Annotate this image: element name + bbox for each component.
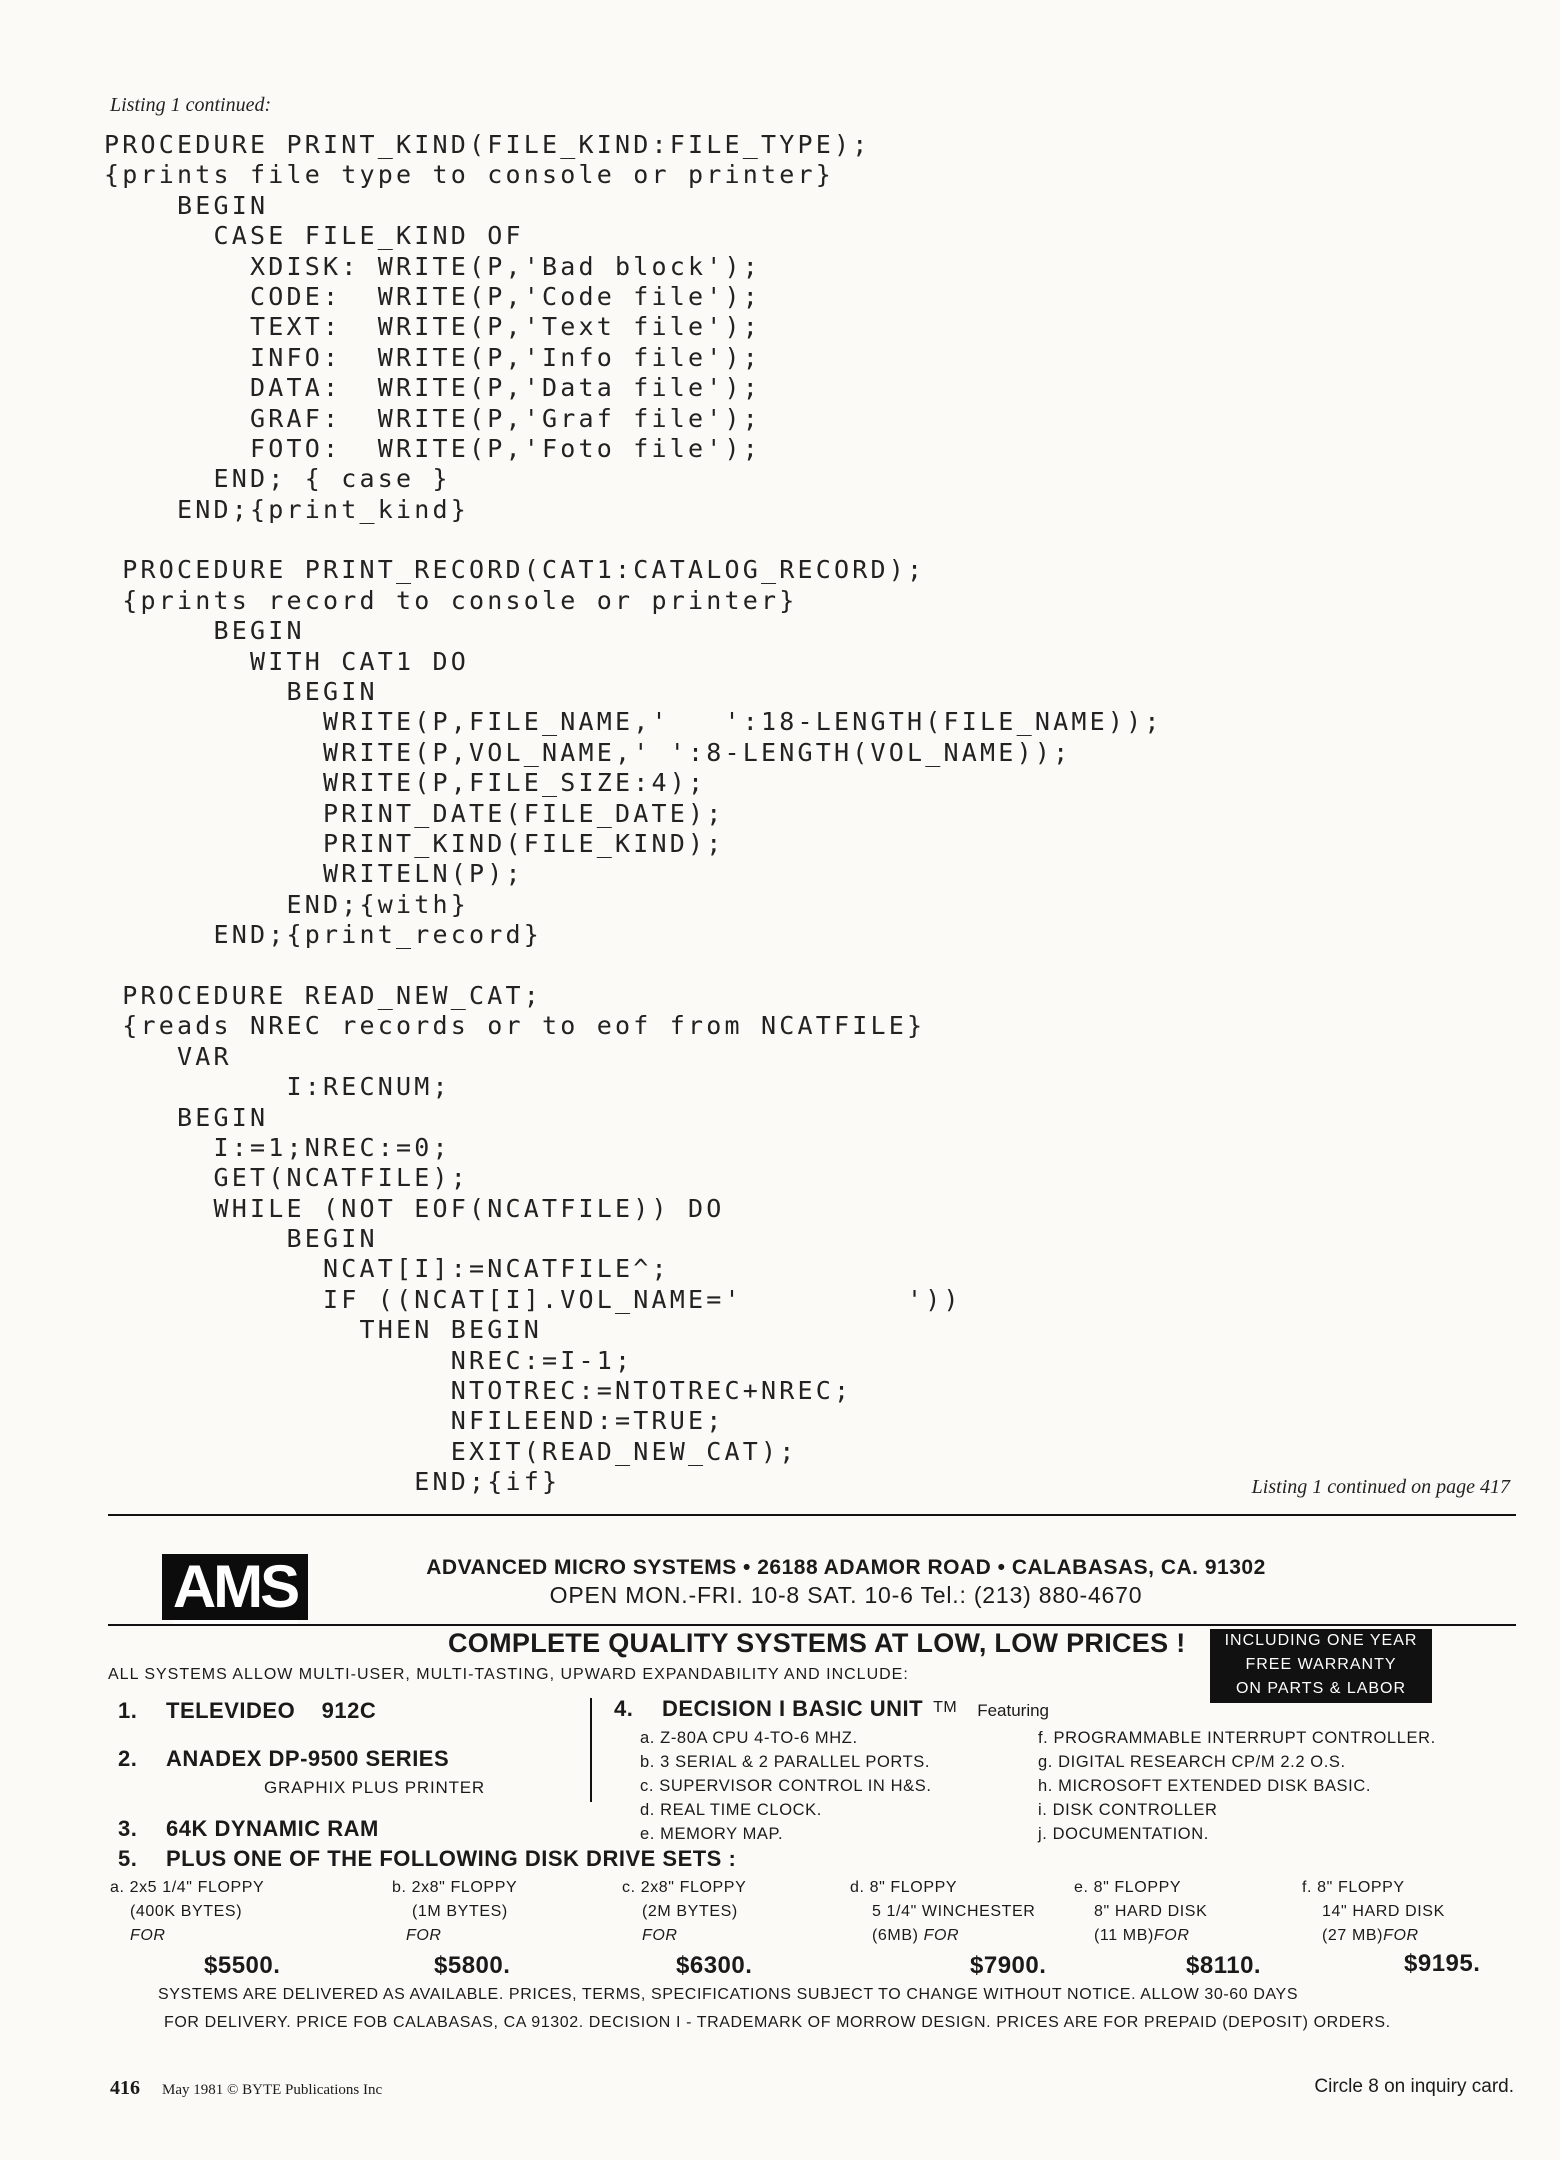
code-line: BEGIN [104, 1224, 378, 1254]
feature-item: b. 3 SERIAL & 2 PARALLEL PORTS. [640, 1753, 931, 1771]
drive-option-e: e. 8" FLOPPY 8" HARD DISK (11 MB)FOR [1074, 1879, 1208, 1944]
feature-item: c. SUPERVISOR CONTROL IN H&S. [640, 1777, 932, 1795]
code-line: GRAF: WRITE(P,'Graf file'); [104, 403, 762, 433]
code-line: PROCEDURE PRINT_KIND(FILE_KIND:FILE_TYPE); [104, 130, 871, 159]
feature-item: g. DIGITAL RESEARCH CP/M 2.2 O.S. [1038, 1753, 1346, 1771]
code-line: WRITE(P,FILE_NAME,' ':18-LENGTH(FILE_NAME)); [104, 707, 1163, 737]
feature-item: d. REAL TIME CLOCK. [640, 1801, 822, 1819]
code-line: NFILEEND:=TRUE; [104, 1406, 725, 1436]
code-line: INFO: WRITE(P,'Info file'); [104, 342, 762, 372]
code-line: CASE FILE_KIND OF [104, 221, 524, 251]
price-e: $8110. [1186, 1952, 1262, 1979]
ams-logo: AMS [162, 1554, 308, 1620]
code-line: PROCEDURE PRINT_RECORD(CAT1:CATALOG_RECORD); [104, 555, 926, 585]
code-line: PROCEDURE READ_NEW_CAT; [104, 980, 543, 1010]
code-line: EXIT(READ_NEW_CAT); [104, 1436, 798, 1466]
listing-continued-note: Listing 1 continued on page 417 [1251, 1476, 1510, 1498]
code-line: END;{if} [104, 1467, 561, 1497]
hours-line: OPEN MON.-FRI. 10-8 SAT. 10-6 Tel.: (213) 880-4670 [549, 1582, 1143, 1608]
code-line [104, 951, 1163, 981]
company-address [336, 1556, 1356, 1609]
feature-item: e. MEMORY MAP. [640, 1825, 784, 1843]
code-line: THEN BEGIN [104, 1315, 543, 1345]
code-line: GET(NCATFILE); [104, 1163, 470, 1193]
feature-item: a. Z-80A CPU 4-TO-6 MHZ. [640, 1729, 858, 1747]
code-line: WHILE (NOT EOF(NCATFILE)) DO [104, 1193, 725, 1223]
code-line: WITH CAT1 DO [104, 646, 470, 676]
code-line: PRINT_DATE(FILE_DATE); [104, 798, 725, 828]
advertisement [108, 1516, 1516, 2036]
feature-item: h. MICROSOFT EXTENDED DISK BASIC. [1038, 1777, 1372, 1795]
warranty-line: FREE WARRANTY [1245, 1656, 1397, 1673]
code-line: NREC:=I-1; [104, 1345, 634, 1375]
warranty-box [1210, 1629, 1432, 1703]
drive-option-c: c. 2x8" FLOPPY (2M BYTES) FOR [622, 1879, 747, 1944]
publication-credit: May 1981 © BYTE Publications Inc [162, 2082, 383, 2098]
features-left [640, 1726, 932, 1846]
drive-option-a: a. 2x5 1/4" FLOPPY (400K BYTES) FOR [110, 1879, 265, 1944]
code-line: BEGIN [104, 1102, 269, 1132]
code-line: WRITE(P,FILE_SIZE:4); [104, 768, 707, 798]
fine-print-2: FOR DELIVERY. PRICE FOB CALABASAS, CA 91302. DECISION I - TRADEMARK OF MORROW DESIGN. PRICES ARE FOR PREPAID (DEPOSIT) ORDERS. [164, 2014, 1391, 2031]
code-line: END;{print_record} [104, 920, 543, 950]
item-anadex-sub: GRAPHIX PLUS PRINTER [264, 1778, 485, 1797]
inquiry-note: Circle 8 on inquiry card. [1314, 2076, 1514, 2097]
code-line: BEGIN [104, 677, 378, 707]
price-c: $6300. [676, 1952, 753, 1979]
code-line: I:=1;NREC:=0; [104, 1132, 451, 1162]
drive-option-f: f. 8" FLOPPY 14" HARD DISK (27 MB)FOR [1302, 1879, 1445, 1944]
item-decision: 4. DECISION I BASIC UNIT TM Featuring [614, 1696, 1050, 1721]
fine-print-1: SYSTEMS ARE DELIVERED AS AVAILABLE. PRICES, TERMS, SPECIFICATIONS SUBJECT TO CHANGE WITHOUT NOTICE. ALLOW 30-60 DAYS [158, 1986, 1299, 2003]
code-line: END;{print_kind} [104, 494, 470, 524]
code-line: NTOTREC:=NTOTREC+NREC; [104, 1376, 853, 1406]
page-footer [110, 2077, 382, 2100]
warranty-line: INCLUDING ONE YEAR [1224, 1632, 1418, 1649]
code-line: {reads NREC records or to eof from NCATFILE} [104, 1011, 926, 1041]
feature-item: j. DOCUMENTATION. [1038, 1825, 1209, 1843]
code-line: {prints file type to console or printer} [104, 160, 835, 190]
column-divider [590, 1698, 592, 1802]
item-anadex: 2. ANADEX DP-9500 SERIES [118, 1746, 450, 1771]
company-line: ADVANCED MICRO SYSTEMS • 26188 ADAMOR ROAD • CALABASAS, CA. 91302 [426, 1556, 1266, 1579]
code-line: PRINT_KIND(FILE_KIND); [104, 828, 725, 858]
features-right [1038, 1726, 1436, 1846]
ad-intro: ALL SYSTEMS ALLOW MULTI-USER, MULTI-TASTING, UPWARD EXPANDABILITY AND INCLUDE: [108, 1666, 909, 1683]
drive-option-d: d. 8" FLOPPY 5 1/4" WINCHESTER (6MB) FOR [850, 1879, 1036, 1944]
code-line: NCAT[I]:=NCATFILE^; [104, 1254, 670, 1284]
drive-option-b: b. 2x8" FLOPPY (1M BYTES) FOR [392, 1879, 518, 1944]
code-line [104, 525, 1163, 555]
code-line: IF ((NCAT[I].VOL_NAME=' ')) [104, 1284, 962, 1314]
ad-headline: COMPLETE QUALITY SYSTEMS AT LOW, LOW PRICES ! [448, 1628, 1186, 1658]
price-d: $7900. [970, 1952, 1047, 1979]
code-line: VAR [104, 1041, 232, 1071]
warranty-line: ON PARTS & LABOR [1235, 1680, 1407, 1697]
price-a: $5500. [204, 1952, 281, 1979]
price-b: $5800. [434, 1952, 511, 1979]
code-line: TEXT: WRITE(P,'Text file'); [104, 312, 762, 342]
code-listing [104, 130, 1163, 1498]
code-line: BEGIN [104, 616, 305, 646]
item-televideo: 1. TELEVIDEO 912C [118, 1698, 377, 1723]
code-line: WRITE(P,VOL_NAME,' ':8-LENGTH(VOL_NAME)); [104, 737, 1072, 767]
feature-item: i. DISK CONTROLLER [1038, 1801, 1218, 1819]
page-number: 416 [110, 2077, 140, 2099]
item-ram: 3. 64K DYNAMIC RAM [118, 1816, 379, 1841]
code-line: FOTO: WRITE(P,'Foto file'); [104, 433, 762, 463]
code-line: END;{with} [104, 889, 470, 919]
listing-caption-top: Listing 1 continued: [110, 94, 272, 116]
feature-item: f. PROGRAMMABLE INTERRUPT CONTROLLER. [1038, 1729, 1436, 1747]
divider-rule [108, 1624, 1516, 1626]
code-line: XDISK: WRITE(P,'Bad block'); [104, 251, 762, 281]
code-line: CODE: WRITE(P,'Code file'); [104, 281, 762, 311]
code-line: I:RECNUM; [104, 1072, 451, 1102]
code-line: END; { case } [104, 464, 451, 494]
code-line: DATA: WRITE(P,'Data file'); [104, 373, 762, 403]
price-f: $9195. [1404, 1950, 1481, 1977]
code-line: {prints record to console or printer} [104, 585, 798, 615]
code-line: BEGIN [104, 190, 269, 220]
code-line: WRITELN(P); [104, 859, 524, 889]
item-disk-drives: 5. PLUS ONE OF THE FOLLOWING DISK DRIVE SETS : [118, 1846, 737, 1871]
